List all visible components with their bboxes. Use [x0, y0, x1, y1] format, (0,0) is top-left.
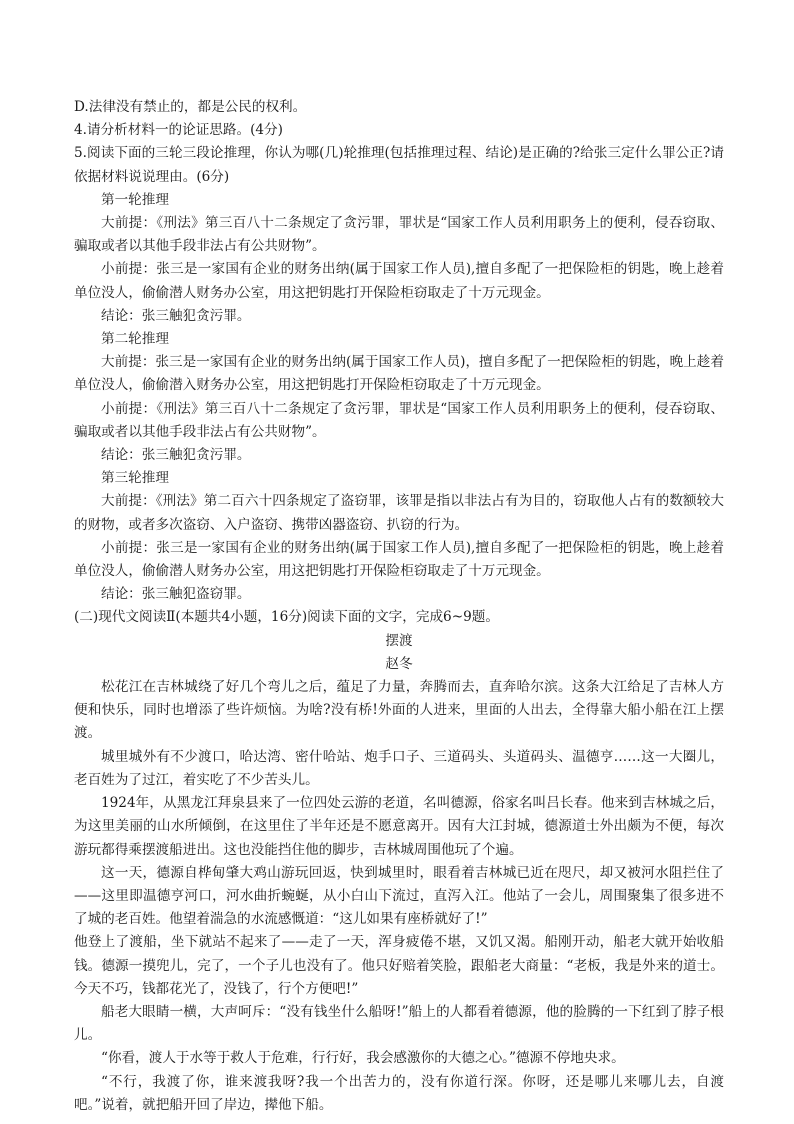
round-2-minor-premise: 小前提：《刑法》第三百八十二条规定了贪污罪，罪状是“国家工作人员利用职务上的便利，侵吞窃取、骗取或者以其他手段非法占有公共财物”。	[74, 400, 724, 440]
question-4: 4.请分析材料一的论证思路。(4分)	[74, 122, 283, 139]
story-paragraph: “你看，渡人于水等于救人于危难，行行好，我会感激你的大德之心。”德源不停地央求。	[101, 1050, 625, 1067]
story-paragraph: 这一天，德源自桦甸肇大鸡山游玩回返，快到城里时，眼看着吉林城已近在咫尺，却又被河水阻拦住了——这里即温德亨河口，河水曲折蜿蜒，从小白山下流过，直泻入江。他站了一会儿，周围聚集了很多进不了城的老百姓。他望着湍急的水流感慨道：“这儿如果有座桥就好了!”	[74, 864, 724, 928]
round-3-conclusion: 结论：张三触犯盗窃罪。	[101, 586, 251, 603]
round-1-minor-premise: 小前提：张三是一家国有企业的财务出纳(属于国家工作人员),擅自多配了一把保险柜的钥匙，晚上趁着单位没人，偷偷潜人财务办公室，用这把钥匙打开保险柜窃取走了十万元现金。	[74, 261, 724, 301]
round-3-minor-premise: 小前提：张三是一家国有企业的财务出纳(属于国家工作人员),擅自多配了一把保险柜的钥匙，晚上趁着单位没人，偷偷潜人财务办公室，用这把钥匙打开保险柜窃取走了十万元现金。	[74, 539, 724, 580]
round-2-heading: 第二轮推理	[101, 331, 169, 348]
document-page	[74, 96, 724, 1117]
story-paragraph: 城里城外有不少渡口，哈达湾、密什哈站、炮手口子、三道码头、头道码头、温德亨……这一大圈儿，老百姓为了过江，着实吃了不少苦头儿。	[74, 748, 724, 788]
round-3-heading: 第三轮推理	[101, 470, 169, 487]
story-paragraph: “不行，我渡了你，谁来渡我呀?我一个出苦力的，没有你道行深。你呀，还是哪儿来哪儿去，自渡吧。”说着，就把船开回了岸边，撵他下船。	[74, 1073, 724, 1113]
story-paragraph: 1924年，从黑龙江拜泉县来了一位四处云游的老道，名叫德源，俗家名叫吕长春。他来到吉林城之后，为这里美丽的山水所倾倒，在这里住了半年还是不愿意离开。因有大江封城，德源道士外出颇为不便，每次游玩都得乘摆渡船进出。这也没能挡住他的脚步，吉林城周围他玩了个遍。	[74, 795, 724, 858]
round-3-major-premise: 大前提：《刑法》第二百六十四条规定了盗窃罪，该罪是指以非法占有为目的，窃取他人占有的数额较大的财物，或者多次盗窃、入户盗窃、携带凶器盗窃、扒窃的行为。	[74, 493, 724, 533]
story-paragraph: 他登上了渡船，坐下就站不起来了——走了一天，浑身疲倦不堪，又饥又渴。船刚开动，船老大就开始收船钱。德源一摸兜儿，完了，一个子儿也没有了。他只好赔着笑脸，跟船老大商量：“老板，我是外来的道士。今天不巧，钱都花光了，没钱了，行个方便吧!”	[74, 934, 724, 997]
round-2-conclusion: 结论：张三触犯贪污罪。	[101, 447, 251, 464]
story-title: 摆渡	[385, 632, 413, 649]
story-paragraph: 船老大眼睛一横，大声呵斥：“没有钱坐什么船呀!”船上的人都看着德源，他的脸腾的一下红到了脖子根儿。	[74, 1003, 724, 1044]
story-paragraph: 松花江在吉林城绕了好几个弯儿之后，蕴足了力量，奔腾而去，直奔哈尔滨。这条大江给足了吉林人方便和快乐，同时也增添了些许烦恼。为啥?没有桥!外面的人进来，里面的人出去，全得靠大船小船在江上摆渡。	[74, 679, 724, 742]
story-author: 赵冬	[385, 655, 413, 672]
question-5: 5.阅读下面的三轮三段论推理，你认为哪(几)轮推理(包括推理过程、结论)是正确的?给张三定什么罪公正?请依据材料说说理由。(6分)	[74, 145, 724, 185]
round-1-heading: 第一轮推理	[101, 191, 169, 208]
option-d-text: D.法律没有禁止的，都是公民的权利。	[74, 99, 307, 115]
round-1-conclusion: 结论：张三触犯贪污罪。	[101, 307, 251, 324]
round-1-major-premise: 大前提：《刑法》第三百八十二条规定了贪污罪，罪状是“国家工作人员利用职务上的便利，侵吞窃取、骗取或者以其他手段非法占有公共财物”。	[74, 215, 724, 255]
section-2-intro: (二)现代文阅读Ⅱ(本题共4小题，16分)阅读下面的文字，完成6~9题。	[74, 609, 499, 626]
round-2-major-premise: 大前提：张三是一家国有企业的财务出纳(属于国家工作人员)，擅自多配了一把保险柜的钥匙，晚上趁着单位没人，偷偷潜入财务办公室，用这把钥匙打开保险柜窃取走了十万元现金。	[74, 354, 724, 394]
